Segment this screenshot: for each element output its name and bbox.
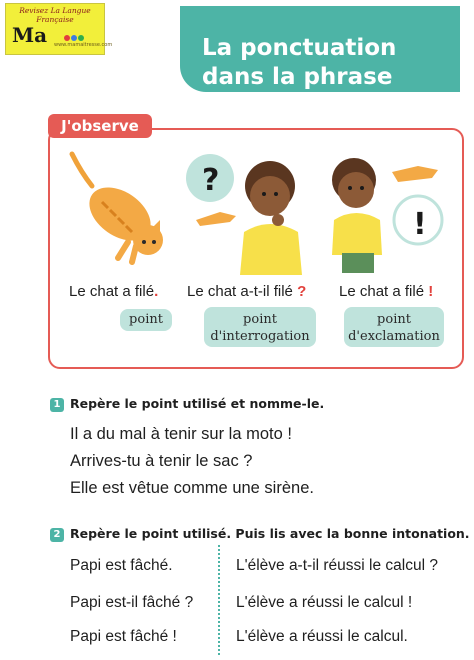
exercise1-line: Arrives-tu à tenir le sac ? bbox=[70, 452, 253, 470]
exercise2-instruction: 2 Repère le point utilisé. Puis lis avec la bonne intonation. bbox=[50, 526, 470, 542]
site-logo bbox=[5, 3, 113, 55]
column-divider bbox=[218, 545, 220, 655]
label-point: point bbox=[120, 309, 172, 331]
logo-tagline: Revisez La Langue Française bbox=[19, 6, 91, 24]
example-sentence-3: Le chat a filé ! bbox=[339, 283, 434, 300]
exercise1-line: Elle est vêtue comme une sirène. bbox=[70, 479, 314, 497]
observe-tab: J'observe bbox=[48, 114, 152, 138]
boy-exclamation-illustration bbox=[320, 150, 450, 275]
page-title-line2: dans la phrase bbox=[202, 64, 393, 90]
exercise2-number: 2 bbox=[50, 528, 64, 542]
page-title-line1: La ponctuation bbox=[202, 35, 397, 61]
jumping-cat-illustration bbox=[62, 146, 172, 266]
logo-site: www.mamaitresse.com bbox=[54, 42, 113, 48]
exercise2-right-line: L'élève a réussi le calcul. bbox=[236, 628, 408, 645]
label-point-exclamation: point d'exclamation bbox=[344, 307, 444, 347]
boy-question-illustration bbox=[182, 150, 312, 275]
exercise2-left-line: Papi est fâché ! bbox=[70, 628, 177, 645]
page-title bbox=[202, 34, 396, 92]
exclamation-bubble-mark: ! bbox=[413, 207, 427, 242]
example-sentence-1: Le chat a filé. bbox=[69, 283, 159, 300]
exercise1-number: 1 bbox=[50, 398, 64, 412]
example-sentence-2: Le chat a-t-il filé ? bbox=[187, 283, 307, 300]
logo-brand: Ma bbox=[12, 23, 48, 47]
exercise2-left-line: Papi est-il fâché ? bbox=[70, 594, 194, 611]
question-bubble-mark: ? bbox=[202, 163, 220, 198]
exercise2-right-line: L'élève a réussi le calcul ! bbox=[236, 594, 413, 611]
label-point-interrogation: point d'interrogation bbox=[204, 307, 316, 347]
title-banner bbox=[180, 6, 460, 92]
exercise2-right-line: L'élève a-t-il réussi le calcul ? bbox=[236, 557, 438, 574]
exercise1-instruction: 1 Repère le point utilisé et nomme-le. bbox=[50, 396, 324, 412]
exercise1-line: Il a du mal à tenir sur la moto ! bbox=[70, 425, 292, 443]
exercise2-left-line: Papi est fâché. bbox=[70, 557, 173, 574]
